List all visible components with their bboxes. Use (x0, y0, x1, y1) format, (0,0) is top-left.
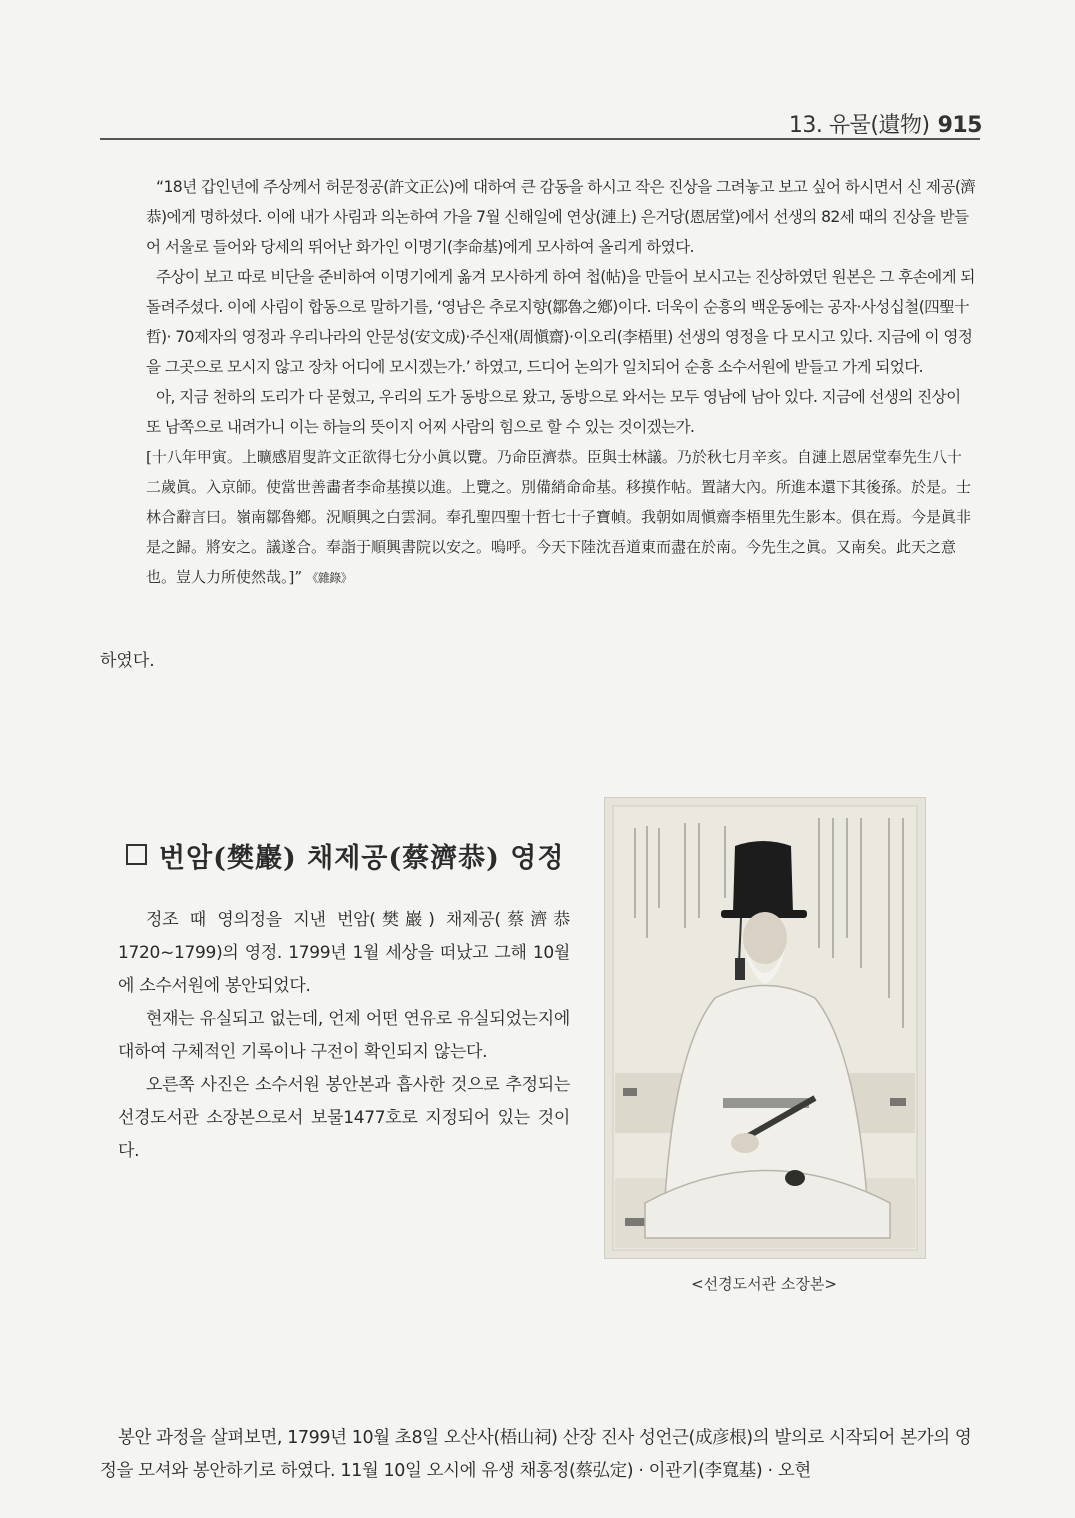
section-label: 13. 유물(遺物) (788, 113, 930, 138)
page-number: 915 (937, 113, 982, 138)
section-body (118, 904, 570, 1168)
section-heading (126, 836, 564, 875)
body-paragraph-3: 오른쪽 사진은 소수서원 봉안본과 흡사한 것으로 추정되는 선경도서관 소장본으로서 보물1477호로 지정되어 있는 것이다. (118, 1075, 570, 1161)
quote-hanja-original: [十八年甲寅。上曠感眉叟許文正欲得七分小眞以覽。乃命臣濟恭。臣與士林議。乃於秋七月辛亥。自漣上恩居堂奉先生八十二歲眞。入京師。使當世善畵者李命基摸以進。上覽之。別備綃命命基。移摸作帖。置諸大內。所進本還下其後孫。於是。士林合辭言曰。嶺南鄒魯鄕。況順興之白雲洞。奉孔聖四聖十哲七十子寶幀。我朝如周愼齋李梧里先生影本。俱在焉。今是眞非是之歸。將安之。議遂合。奉詣于順興書院以安之。嗚呼。今天下陸沈吾道東而盡在於南。今先生之眞。又南矣。此天之意也。豈人力所使然哉。]” (146, 448, 972, 586)
quote-source: 《雜錄》 (306, 571, 352, 585)
body-paragraph-2: 현재는 유실되고 없는데, 언제 어떤 연유로 유실되었는지에 대하여 구체적인 기록이나 구전이 확인되지 않는다. (118, 1009, 570, 1062)
header-rule (100, 138, 980, 140)
portrait-image (604, 797, 926, 1259)
quote-paragraph-1: “18년 갑인년에 주상께서 허문정공(許文正公)에 대하여 큰 감동을 하시고 작은 진상을 그려놓고 보고 싶어 하시면서 신 제공(濟恭)에게 명하셨다. 이에 내가 사림과 의논하여 가을 7월 신해일에 연상(漣上) 은거당(恩居堂)에서 선생의 82세 때의 진상을 받들어 서울로 들어와 당세의 뛰어난 화가인 이명기(李命基)에게 모사하여 올리게 하였다. (146, 178, 976, 256)
quote-paragraph-2: 주상이 보고 따로 비단을 준비하여 이명기에게 옮겨 모사하게 하여 첩(帖)을 만들어 보시고는 진상하였던 원본은 그 후손에게 되돌려주셨다. 이에 사림이 합동으로 말하기를, ‘영남은 추로지향(鄒魯之鄕)이다. 더욱이 순흥의 백운동에는 공자·사성십철(四聖十哲)· 70제자의 영정과 우리나라의 안문성(安文成)·주신재(周愼齋)·이오리(李梧里) 선생의 영정을 다 모시고 있다. 지금에 이 영정을 그곳으로 모시지 않고 장차 어디에 모시겠는가.’ 하였고, 드디어 논의가 일치되어 순흥 소수서원에 받들고 가게 되었다. (146, 268, 975, 376)
quote-paragraph-3: 아, 지금 천하의 도리가 다 묻혔고, 우리의 도가 동방으로 왔고, 동방으로 와서는 모두 영남에 남아 있다. 지금에 선생의 진상이 또 남쪽으로 내려가니 이는 하늘의 뜻이지 어찌 사람의 힘으로 할 수 있는 것이겠는가. (146, 388, 961, 436)
running-header (760, 108, 982, 139)
checkbox-bullet-icon (126, 844, 147, 865)
bottom-paragraph-block (100, 1422, 980, 1488)
figure-caption: <선경도서관 소장본> (691, 1275, 837, 1293)
portrait-illustration (605, 798, 925, 1258)
body-paragraph-1: 정조 때 영의정을 지낸 번암(樊巖) 채제공(蔡濟恭 1720~1799)의 영정. 1799년 1월 세상을 떠났고 그해 10월에 소수서원에 봉안되었다. (118, 910, 570, 996)
closing-text: 하였다. (100, 651, 155, 671)
bottom-paragraph-1: 봉안 과정을 살펴보면, 1799년 10월 초8일 오산사(梧山祠) 산장 진사 성언근(成彦根)의 발의로 시작되어 본가의 영정을 모셔와 봉안하기로 하였다. 11월 10일 오시에 유생 채홍정(蔡弘定) · 이관기(李寬基) · 오현 (100, 1428, 972, 1481)
quotation-block (146, 172, 976, 593)
section-title: 번암(樊巖) 채제공(蔡濟恭) 영정 (159, 843, 565, 874)
